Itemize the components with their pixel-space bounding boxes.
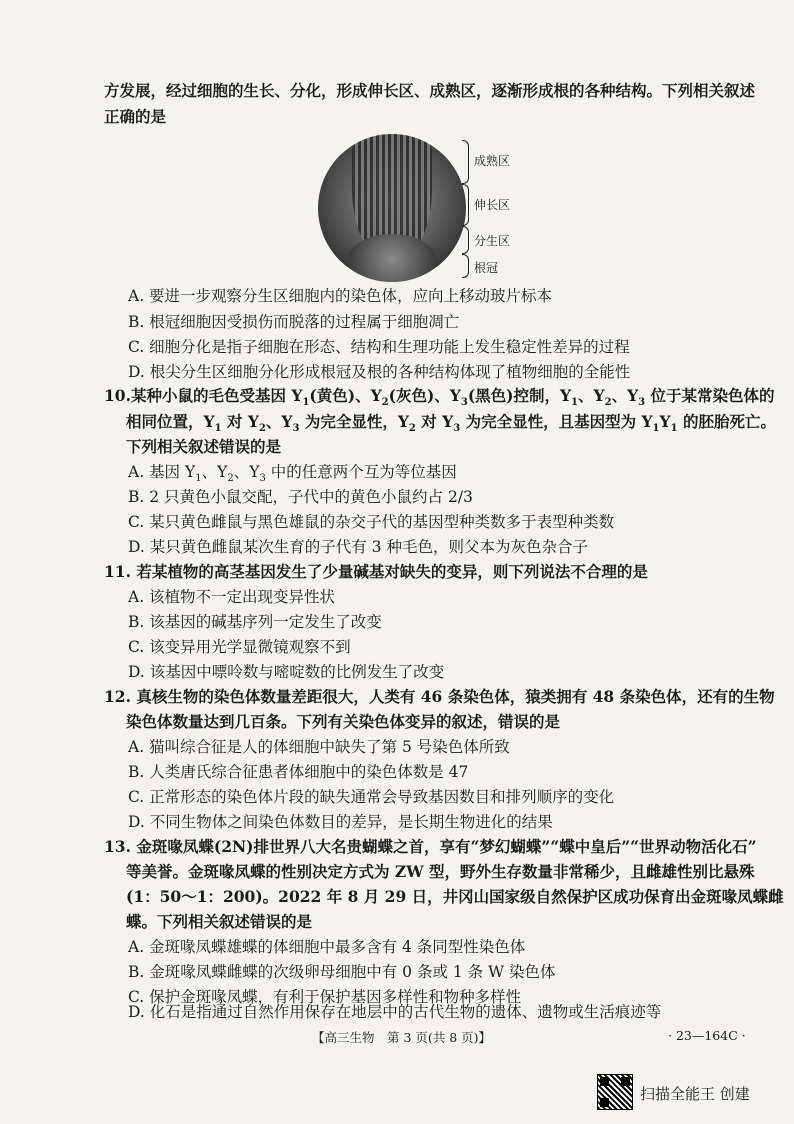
q10-option-d: D. 某只黄色雌鼠某次生育的子代有 3 种毛色，则父本为灰色杂合子 xyxy=(128,538,588,556)
paper-code: · 23—164C · xyxy=(668,1028,746,1043)
brace-elongation xyxy=(462,184,469,226)
q11-option-b: B. 该基因的碱基序列一定发生了改变 xyxy=(128,613,382,631)
q11-option-d: D. 该基因中嘌呤数与嘧啶数的比例发生了改变 xyxy=(128,663,445,681)
q13-option-d: D. 化石是指通过自然作用保存在地层中的古代生物的遗体、遗物或生活痕迹等 xyxy=(128,1003,662,1021)
q9-option-b: B. 根冠细胞因受损伤而脱落的过程属于细胞凋亡 xyxy=(128,313,460,331)
q13-stem-line4: 蝶。下列相关叙述错误的是 xyxy=(126,912,313,931)
qr-code-icon xyxy=(597,1074,633,1110)
q9-option-d: D. 根尖分生区细胞分化形成根冠及根的各种结构体现了植物细胞的全能性 xyxy=(128,363,631,381)
brace-meristem xyxy=(462,226,469,254)
figure-label-meristem: 分生区 xyxy=(474,234,511,248)
q10-option-b: B. 2 只黄色小鼠交配，子代中的黄色小鼠约占 2/3 xyxy=(128,488,473,506)
q10-option-c: C. 某只黄色雌鼠与黑色雄鼠的杂交子代的基因型种类数多于表型种类数 xyxy=(128,513,615,531)
page-footer: 【高三生物 第 3 页(共 8 页)】 xyxy=(312,1030,492,1045)
figure-label-maturation: 成熟区 xyxy=(474,154,511,168)
q11-option-c: C. 该变异用光学显微镜观察不到 xyxy=(128,638,351,656)
q11-stem: 11. 若某植物的高茎基因发生了少量碱基对缺失的变异，则下列说法不合理的是 xyxy=(104,562,648,581)
q13-option-a: A. 金斑喙凤蝶雄蝶的体细胞中最多含有 4 条同型性染色体 xyxy=(128,938,526,956)
q12-stem-line2: 染色体数量达到几百条。下列有关染色体变异的叙述，错误的是 xyxy=(126,712,561,731)
q11-option-a: A. 该植物不一定出现变异性状 xyxy=(128,588,336,606)
q12-option-c: C. 正常形态的染色体片段的缺失通常会导致基因数目和排列顺序的变化 xyxy=(128,788,615,806)
q12-option-d: D. 不同生物体之间染色体数目的差异，是长期生物进化的结果 xyxy=(128,813,553,831)
root-tip-micrograph xyxy=(318,134,466,282)
q13-stem-line2: 等美誉。金斑喙凤蝶的性别决定方式为 ZW 型，野外生存数量非常稀少，且雌雄性别比悬殊 xyxy=(126,862,755,881)
q10-stem-line3: 下列相关叙述错误的是 xyxy=(126,437,282,456)
q10-stem-line2: 相同位置，$Y_1$ 对 $Y_2$、$Y_3$ 为完全显性，$Y_2$ 对 $Y_3$ 为完全显性，且基因型为 $Y_1Y_1$ 的胚胎死亡。 xyxy=(126,412,776,435)
q13-stem-line1: 13. 金斑喙凤蝶(2N)排世界八大名贵蝴蝶之首，享有“梦幻蝴蝶”“蝶中皇后”“世界动物活化石” xyxy=(104,837,757,856)
q13-option-c: C. 保护金斑喙凤蝶，有利于保护基因多样性和物种多样性 xyxy=(128,988,522,1006)
q12-stem-line1: 12. 真核生物的染色体数量差距很大，人类有 46 条染色体，猿类拥有 48 条染色体，还有的生物 xyxy=(104,687,775,706)
q9-option-c: C. 细胞分化是指子细胞在形态、结构和生理功能上发生稳定性差异的过程 xyxy=(128,338,630,356)
brace-rootcap xyxy=(462,254,469,278)
q10-stem-line1: 10.某种小鼠的毛色受基因 $Y_1$(黄色)、$Y_2$(灰色)、$Y_3$(黑色)控制，$Y_1$、$Y_2$、$Y_3$ 位于某常染色体的 xyxy=(104,386,775,409)
q12-option-b: B. 人类唐氏综合征患者体细胞中的染色体数是 47 xyxy=(128,763,469,781)
scanner-watermark: 扫描全能王 创建 xyxy=(640,1085,750,1103)
q10-option-a: A. 基因 $Y_1$、$Y_2$、$Y_3$ 中的任意两个互为等位基因 xyxy=(128,463,457,485)
figure-label-elongation: 伸长区 xyxy=(474,198,511,212)
q13-stem-line3: (1：50～1：200)。2022 年 8 月 29 日，井冈山国家级自然保护区成功保育出金斑喙凤蝶雌 xyxy=(126,887,784,906)
q12-option-a: A. 猫叫综合征是人的体细胞中缺失了第 5 号染色体所致 xyxy=(128,738,510,756)
q13-option-b: B. 金斑喙凤蝶雌蝶的次级卵母细胞中有 0 条或 1 条 W 染色体 xyxy=(128,963,556,981)
brace-maturation xyxy=(462,140,469,184)
q9-stem-line1: 方发展，经过细胞的生长、分化，形成伸长区、成熟区，逐渐形成根的各种结构。下列相关叙述 xyxy=(104,81,756,100)
figure-label-rootcap: 根冠 xyxy=(474,261,499,275)
q9-option-a: A. 要进一步观察分生区细胞内的染色体，应向上移动玻片标本 xyxy=(128,287,553,305)
q9-stem-line2: 正确的是 xyxy=(104,107,167,126)
